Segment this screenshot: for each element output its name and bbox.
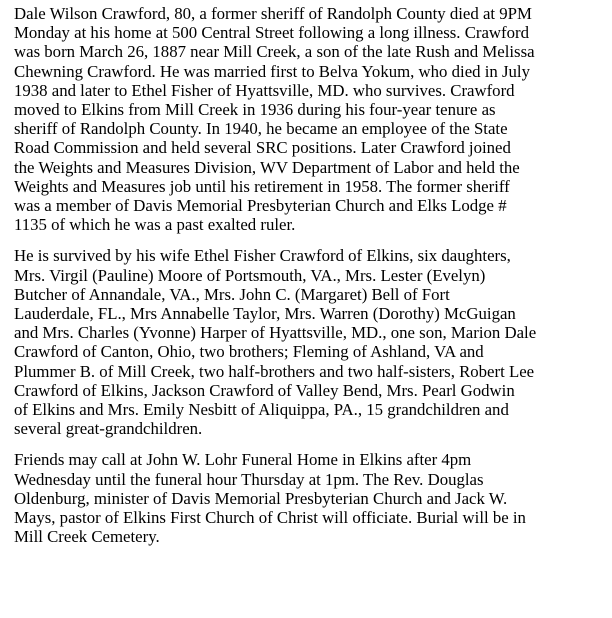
obituary-document [14, 4, 610, 558]
paragraph-survivors [14, 246, 610, 438]
text-line: Friends may call at John W. Lohr Funeral Home in Elkins after 4pm [14, 450, 472, 470]
text-line: Oldenburg, minister of Davis Memorial Presbyterian Church and Jack W. [14, 488, 508, 508]
text-line: Dale Wilson Crawford, 80, a former sheriff of Randolph County died at 9PM [14, 4, 532, 23]
text-line: Weights and Measures job until his retirement in 1958. The former sheriff [14, 176, 510, 196]
text-line: sheriff of Randolph County. In 1940, he became an employee of the State [14, 119, 508, 139]
paragraph-biography [14, 4, 610, 234]
text-line: Butcher of Annandale, VA., Mrs. John C. (Margaret) Bell of Fort [14, 284, 450, 304]
text-line: Monday at his home at 500 Central Street following a long illness. Crawford [14, 23, 529, 43]
text-line: Lauderdale, FL., Mrs Annabelle Taylor, Mrs. Warren (Dorothy) McGuigan [14, 304, 516, 324]
text-line: and Mrs. Charles (Yvonne) Harper of Hyattsville, MD., one son, Marion Dale [14, 323, 537, 343]
text-line: Plummer B. of Mill Creek, two half-brothers and two half-sisters, Robert Lee [14, 361, 535, 381]
text-line: Mill Creek Cemetery. [14, 527, 160, 547]
text-line: the Weights and Measures Division, WV Department of Labor and held the [14, 157, 520, 177]
text-line: Mays, pastor of Elkins First Church of Christ will officiate. Burial will be in [14, 508, 526, 528]
text-line: of Elkins and Mrs. Emily Nesbitt of Aliquippa, PA., 15 grandchildren and [14, 400, 509, 420]
text-line: Road Commission and held several SRC positions. Later Crawford joined [14, 138, 511, 158]
text-line: 1938 and later to Ethel Fisher of Hyattsville, MD. who survives. Crawford [14, 80, 515, 100]
text-line: was a member of Davis Memorial Presbyterian Church and Elks Lodge # [14, 196, 507, 216]
text-line: several great-grandchildren. [14, 419, 203, 439]
text-line: He is survived by his wife Ethel Fisher Crawford of Elkins, six daughters, [14, 246, 511, 266]
text-line: 1135 of which he was a past exalted ruler. [14, 215, 296, 235]
text-line: Crawford of Canton, Ohio, two brothers; Fleming of Ashland, VA and [14, 342, 484, 362]
text-line: Crawford of Elkins, Jackson Crawford of Valley Bend, Mrs. Pearl Godwin [14, 380, 515, 400]
text-line: Chewning Crawford. He was married first to Belva Yokum, who died in July [14, 61, 530, 81]
text-line: moved to Elkins from Mill Creek in 1936 during his four-year tenure as [14, 100, 496, 120]
paragraph-funeral-arrangements [14, 450, 610, 546]
text-line: was born March 26, 1887 near Mill Creek, a son of the late Rush and Melissa [14, 42, 535, 62]
text-line: Mrs. Virgil (Pauline) Moore of Portsmouth, VA., Mrs. Lester (Evelyn) [14, 265, 486, 285]
text-line: Wednesday until the funeral hour Thursday at 1pm. The Rev. Douglas [14, 469, 484, 489]
